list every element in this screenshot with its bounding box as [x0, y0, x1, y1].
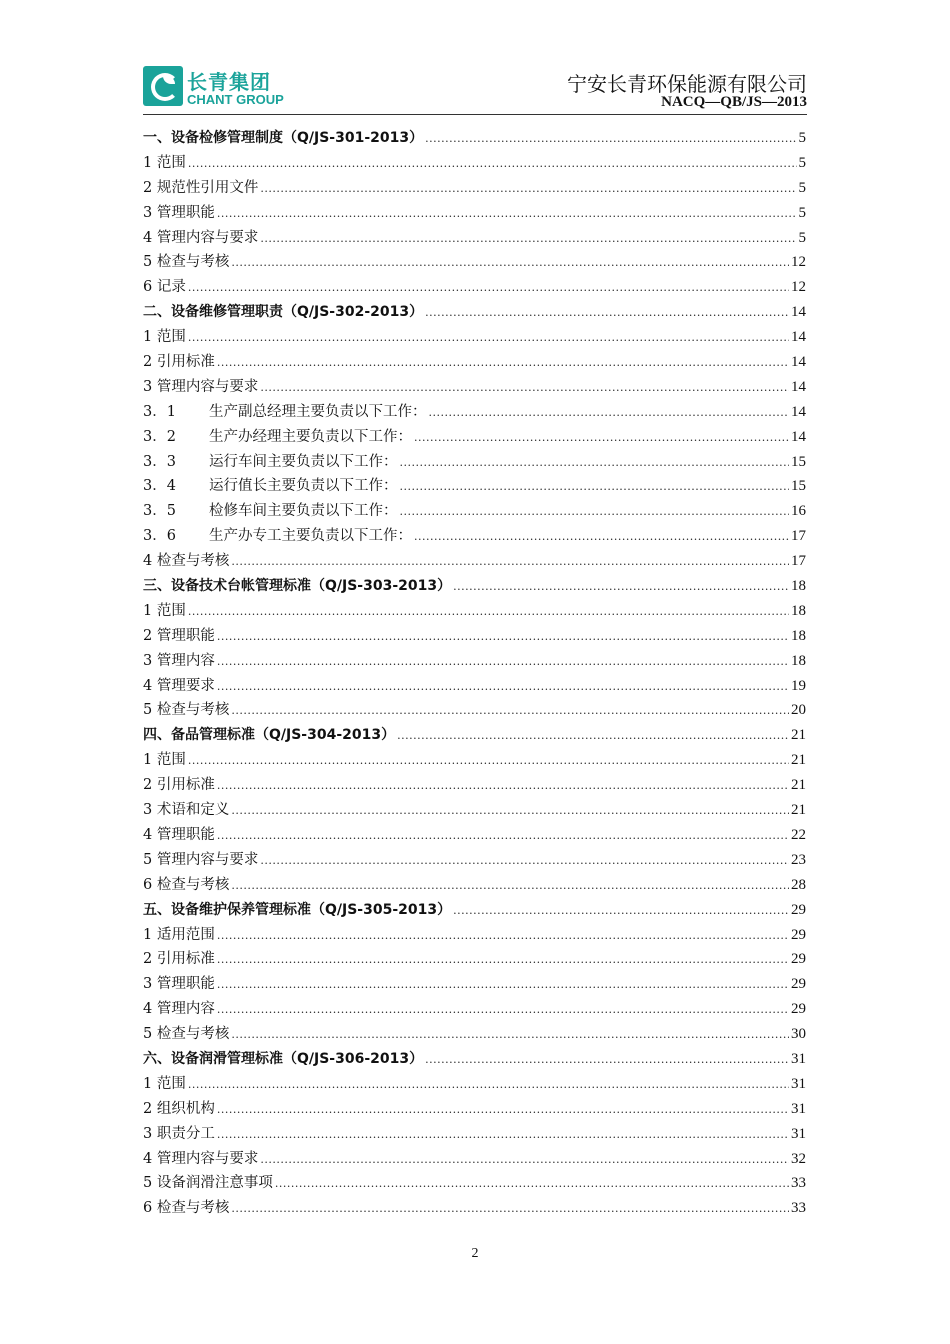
- toc-page-number: 31: [791, 1100, 806, 1117]
- toc-entry[interactable]: [143, 250, 806, 275]
- toc-dot-leader: [217, 948, 789, 973]
- toc-entry-label: [143, 425, 412, 450]
- toc-entry-label: 5 管理内容与要求: [143, 851, 259, 868]
- toc-entry[interactable]: [143, 972, 806, 997]
- toc-entry-label: 6 检查与考核: [143, 876, 230, 893]
- toc-entry[interactable]: [143, 624, 806, 649]
- toc-entry[interactable]: [143, 350, 806, 375]
- toc-page-number: 12: [791, 254, 806, 271]
- toc-entry-label: 1 范围: [143, 154, 186, 171]
- toc-entry-text: 检修车间主要负责以下工作：: [209, 503, 398, 520]
- toc-dot-leader: [400, 475, 790, 500]
- toc-entry[interactable]: [143, 923, 806, 948]
- toc-entry-label: [143, 499, 398, 524]
- toc-dot-leader: [217, 650, 789, 675]
- company-logo: [143, 66, 283, 110]
- toc-page-number: 21: [791, 752, 806, 769]
- toc-entry-label: 5 设备润滑注意事项: [143, 1175, 273, 1192]
- toc-page-number: 5: [798, 130, 806, 146]
- toc-page-number: 18: [791, 578, 806, 595]
- toc-entry[interactable]: [143, 599, 806, 624]
- toc-entry-label: 4 检查与考核: [143, 553, 230, 570]
- toc-dot-leader: [260, 849, 789, 874]
- toc-dot-leader: [231, 1197, 789, 1222]
- toc-entry-label: 5 检查与考核: [143, 702, 230, 719]
- toc-page-number: 33: [791, 1175, 806, 1192]
- toc-page-number: 14: [791, 304, 806, 321]
- toc-page-number: 5: [798, 204, 806, 221]
- toc-entry[interactable]: [143, 1196, 806, 1221]
- toc-dot-leader: [275, 1172, 789, 1197]
- toc-entry[interactable]: [143, 798, 806, 823]
- toc-entry-number: 3．1: [143, 403, 176, 420]
- toc-entry[interactable]: [143, 1072, 806, 1097]
- toc-entry[interactable]: [143, 325, 806, 350]
- toc-entry-label: 二、设备维修管理职责（Q/JS-302-2013）: [143, 304, 424, 321]
- table-of-contents: [143, 126, 806, 1221]
- toc-dot-leader: [217, 998, 789, 1023]
- toc-entry-label: [143, 450, 398, 475]
- toc-page-number: 18: [791, 602, 806, 619]
- toc-dot-leader: [260, 227, 796, 252]
- toc-entry-text: 生产副总经理主要负责以下工作：: [209, 403, 427, 420]
- toc-section-entry[interactable]: [143, 723, 806, 748]
- toc-entry[interactable]: [143, 823, 806, 848]
- toc-dot-leader: [260, 177, 796, 202]
- toc-dot-leader: [231, 699, 789, 724]
- toc-entry[interactable]: [143, 873, 806, 898]
- toc-dot-leader: [260, 376, 789, 401]
- toc-section-entry[interactable]: [143, 126, 806, 151]
- toc-entry-number: 3．2: [143, 428, 176, 445]
- toc-page-number: 29: [791, 1001, 806, 1018]
- toc-entry-label: 1 范围: [143, 752, 186, 769]
- toc-entry-label: 4 管理内容与要求: [143, 1150, 259, 1167]
- toc-entry[interactable]: [143, 226, 806, 251]
- toc-page-number: 14: [791, 329, 806, 346]
- toc-dot-leader: [217, 675, 789, 700]
- toc-page-number: 21: [791, 727, 806, 744]
- toc-entry[interactable]: [143, 400, 806, 425]
- toc-entry-label: [143, 400, 427, 425]
- toc-entry[interactable]: [143, 698, 806, 723]
- toc-dot-leader: [414, 426, 789, 451]
- toc-entry-label: 3 管理内容: [143, 652, 215, 669]
- toc-entry-label: 4 管理职能: [143, 826, 215, 843]
- toc-entry[interactable]: [143, 151, 806, 176]
- toc-page-number: 20: [791, 702, 806, 719]
- toc-page-number: 31: [791, 1125, 806, 1142]
- toc-dot-leader: [217, 1098, 789, 1123]
- toc-entry-text: 生产办经理主要负责以下工作：: [209, 428, 412, 445]
- toc-dot-leader: [217, 973, 789, 998]
- toc-entry-text: 运行车间主要负责以下工作：: [209, 453, 398, 470]
- toc-page-number: 32: [791, 1150, 806, 1167]
- toc-entry-label: [143, 474, 398, 499]
- toc-page-number: 17: [791, 553, 806, 570]
- document-code: NACQ—QB/JS—2013: [661, 94, 807, 110]
- toc-dot-leader: [217, 774, 789, 799]
- toc-entry-label: 1 适用范围: [143, 926, 215, 943]
- toc-page-number: 14: [791, 428, 806, 445]
- toc-dot-leader: [217, 924, 789, 949]
- toc-entry-label: 1 范围: [143, 602, 186, 619]
- toc-entry[interactable]: [143, 524, 806, 549]
- toc-entry-label: 3 管理内容与要求: [143, 378, 259, 395]
- toc-dot-leader: [217, 351, 789, 376]
- toc-entry-label: 2 引用标准: [143, 354, 215, 371]
- toc-page-number: 18: [791, 652, 806, 669]
- toc-page-number: 18: [791, 627, 806, 644]
- toc-page-number: 31: [791, 1050, 806, 1067]
- toc-dot-leader: [425, 127, 796, 152]
- toc-dot-leader: [231, 251, 789, 276]
- toc-entry-label: 1 范围: [143, 1075, 186, 1092]
- toc-entry-label: 6 记录: [143, 279, 186, 296]
- toc-page-number: 14: [791, 403, 806, 420]
- toc-dot-leader: [429, 401, 790, 426]
- toc-entry[interactable]: [143, 748, 806, 773]
- toc-entry-label: 一、设备检修管理制度（Q/JS-301-2013）: [143, 130, 424, 146]
- page-number: 2: [471, 1246, 479, 1261]
- toc-entry-label: 3 管理职能: [143, 204, 215, 221]
- toc-entry[interactable]: [143, 1147, 806, 1172]
- toc-entry-label: 三、设备技术台帐管理标准（Q/JS-303-2013）: [143, 578, 452, 595]
- toc-dot-leader: [188, 600, 789, 625]
- toc-entry[interactable]: [143, 1122, 806, 1147]
- toc-dot-leader: [453, 899, 789, 924]
- toc-entry-label: 2 引用标准: [143, 951, 215, 968]
- toc-dot-leader: [217, 202, 797, 227]
- toc-page-number: 15: [791, 478, 806, 495]
- toc-page-number: 29: [791, 951, 806, 968]
- toc-dot-leader: [188, 276, 789, 301]
- toc-page-number: 29: [791, 901, 806, 918]
- toc-entry-label: 六、设备润滑管理标准（Q/JS-306-2013）: [143, 1050, 424, 1067]
- toc-page-number: 29: [791, 976, 806, 993]
- toc-entry[interactable]: [143, 425, 806, 450]
- toc-dot-leader: [188, 1073, 789, 1098]
- toc-page-number: 30: [791, 1026, 806, 1043]
- toc-page-number: 33: [791, 1200, 806, 1217]
- toc-entry-label: 6 检查与考核: [143, 1200, 230, 1217]
- toc-entry-number: 3．5: [143, 503, 176, 520]
- toc-page-number: 31: [791, 1075, 806, 1092]
- toc-entry[interactable]: [143, 375, 806, 400]
- toc-page-number: 15: [791, 453, 806, 470]
- toc-entry[interactable]: [143, 1171, 806, 1196]
- toc-page-number: 17: [791, 528, 806, 545]
- toc-page-number: 16: [791, 503, 806, 520]
- page-header: [143, 62, 807, 115]
- toc-page-number: 23: [791, 851, 806, 868]
- toc-section-entry[interactable]: [143, 1047, 806, 1072]
- toc-entry[interactable]: [143, 474, 806, 499]
- toc-dot-leader: [217, 824, 789, 849]
- logo-leaf-icon: [143, 66, 183, 106]
- toc-page-number: 19: [791, 677, 806, 694]
- toc-entry-label: 2 管理职能: [143, 627, 215, 644]
- toc-dot-leader: [397, 724, 789, 749]
- toc-entry[interactable]: [143, 499, 806, 524]
- toc-dot-leader: [188, 326, 789, 351]
- toc-entry-label: 3 管理职能: [143, 976, 215, 993]
- toc-page-number: 14: [791, 354, 806, 371]
- toc-dot-leader: [400, 500, 790, 525]
- toc-entry[interactable]: [143, 997, 806, 1022]
- toc-dot-leader: [453, 575, 789, 600]
- toc-dot-leader: [414, 525, 789, 550]
- toc-dot-leader: [425, 1048, 789, 1073]
- company-name: 宁安长青环保能源有限公司: [567, 72, 807, 96]
- toc-entry[interactable]: [143, 674, 806, 699]
- toc-entry-number: 3．6: [143, 528, 176, 545]
- toc-entry[interactable]: [143, 1097, 806, 1122]
- toc-entry[interactable]: [143, 947, 806, 972]
- toc-entry-text: 生产办专工主要负责以下工作：: [209, 528, 412, 545]
- logo-chinese-text: 长青集团: [187, 70, 271, 94]
- toc-page-number: 22: [791, 826, 806, 843]
- toc-entry-label: 4 管理要求: [143, 677, 215, 694]
- toc-section-entry[interactable]: [143, 574, 806, 599]
- toc-entry-label: [143, 524, 412, 549]
- toc-entry[interactable]: [143, 275, 806, 300]
- toc-page-number: 21: [791, 802, 806, 819]
- toc-page-number: 5: [798, 229, 806, 246]
- toc-entry-label: 4 管理内容: [143, 1001, 215, 1018]
- toc-entry-label: 4 管理内容与要求: [143, 229, 259, 246]
- toc-entry-number: 3．3: [143, 453, 176, 470]
- toc-page-number: 14: [791, 378, 806, 395]
- toc-entry-number: 3．4: [143, 478, 176, 495]
- toc-dot-leader: [217, 625, 789, 650]
- toc-dot-leader: [188, 749, 789, 774]
- toc-entry-label: 3 职责分工: [143, 1125, 215, 1142]
- toc-section-entry[interactable]: [143, 300, 806, 325]
- toc-entry-label: 5 检查与考核: [143, 254, 230, 271]
- logo-english-text: CHANT GROUP: [187, 92, 284, 107]
- toc-entry[interactable]: [143, 773, 806, 798]
- toc-entry-label: 2 组织机构: [143, 1100, 215, 1117]
- toc-entry-label: 2 引用标准: [143, 777, 215, 794]
- toc-entry-label: 五、设备维护保养管理标准（Q/JS-305-2013）: [143, 901, 452, 918]
- toc-page-number: 29: [791, 926, 806, 943]
- toc-entry[interactable]: [143, 848, 806, 873]
- toc-entry-label: 1 范围: [143, 329, 186, 346]
- toc-dot-leader: [231, 799, 789, 824]
- toc-entry[interactable]: [143, 176, 806, 201]
- toc-entry-text: 运行值长主要负责以下工作：: [209, 478, 398, 495]
- toc-dot-leader: [425, 301, 789, 326]
- toc-entry-label: 四、备品管理标准（Q/JS-304-2013）: [143, 727, 396, 744]
- toc-dot-leader: [400, 451, 790, 476]
- toc-dot-leader: [231, 550, 789, 575]
- toc-entry[interactable]: [143, 649, 806, 674]
- toc-dot-leader: [231, 1023, 789, 1048]
- toc-page-number: 5: [798, 154, 806, 171]
- toc-entry[interactable]: [143, 201, 806, 226]
- toc-entry[interactable]: [143, 549, 806, 574]
- toc-entry[interactable]: [143, 450, 806, 475]
- toc-dot-leader: [231, 874, 789, 899]
- toc-page-number: 5: [798, 179, 806, 196]
- toc-entry[interactable]: [143, 1022, 806, 1047]
- toc-page-number: 21: [791, 777, 806, 794]
- toc-dot-leader: [260, 1148, 789, 1173]
- toc-section-entry[interactable]: [143, 898, 806, 923]
- toc-entry-label: 2 规范性引用文件: [143, 179, 259, 196]
- toc-dot-leader: [217, 1123, 789, 1148]
- toc-dot-leader: [188, 152, 797, 177]
- toc-entry-label: 5 检查与考核: [143, 1026, 230, 1043]
- toc-entry-label: 3 术语和定义: [143, 802, 230, 819]
- toc-page-number: 12: [791, 279, 806, 296]
- toc-page-number: 28: [791, 876, 806, 893]
